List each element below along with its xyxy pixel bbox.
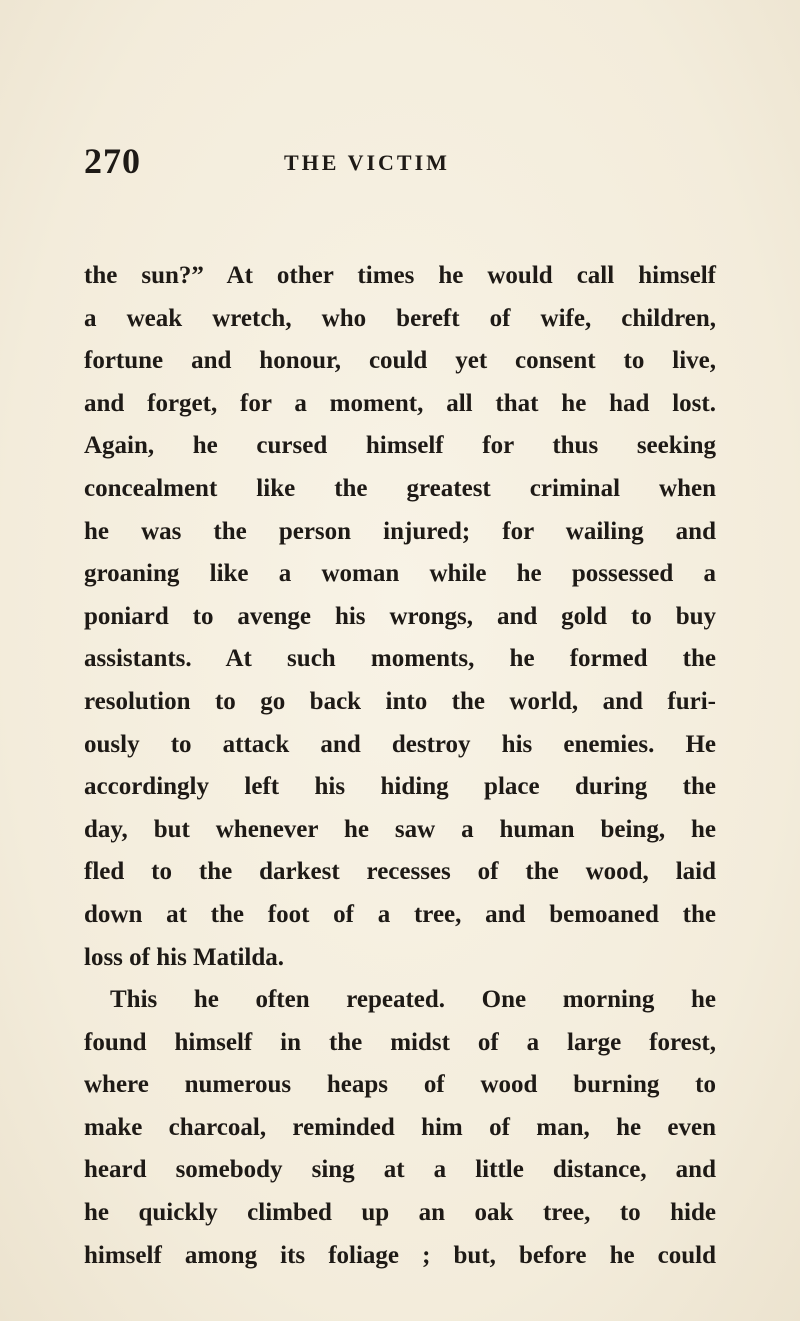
- text-line: Again, he cursed himself for thus seeking: [84, 432, 716, 460]
- text-line: where numerous heaps of wood burning to: [84, 1071, 716, 1099]
- text-line: resolution to go back into the world, and furi-: [84, 687, 716, 715]
- text-line: a weak wretch, who bereft of wife, children,: [84, 304, 716, 332]
- text-line: heard somebody sing at a little distance, and: [84, 1156, 716, 1184]
- text-line: This he often repeated. One morning he: [110, 986, 716, 1014]
- text-line: accordingly left his hiding place during the: [84, 773, 716, 801]
- text-line: day, but whenever he saw a human being, he: [84, 815, 716, 843]
- text-line: poniard to avenge his wrongs, and gold to buy: [84, 602, 716, 630]
- text-line: make charcoal, reminded him of man, he even: [84, 1113, 716, 1141]
- page-number: 270: [84, 141, 141, 181]
- page-header: [84, 140, 716, 188]
- running-head: THE VICTIM: [284, 150, 450, 175]
- text-line: he was the person injured; for wailing and: [84, 517, 716, 545]
- text-line: fled to the darkest recesses of the wood, laid: [84, 858, 716, 886]
- text-line: groaning like a woman while he possessed a: [84, 560, 716, 588]
- text-line: found himself in the midst of a large forest,: [84, 1028, 716, 1056]
- text-line: the sun?” At other times he would call himself: [84, 262, 716, 289]
- text-line: he quickly climbed up an oak tree, to hide: [84, 1199, 716, 1227]
- text-line: himself among its foliage ; but, before he could: [84, 1241, 716, 1269]
- text-line: loss of his Matilda.: [84, 943, 285, 971]
- text-line: assistants. At such moments, he formed the: [84, 645, 716, 673]
- text-line: and forget, for a moment, all that he had lost.: [84, 389, 716, 417]
- body-text: [84, 255, 716, 1277]
- text-line: down at the foot of a tree, and bemoaned the: [84, 900, 716, 928]
- text-line: ously to attack and destroy his enemies. He: [84, 730, 716, 758]
- text-line: fortune and honour, could yet consent to live,: [84, 347, 716, 375]
- text-line: concealment like the greatest criminal when: [84, 474, 716, 502]
